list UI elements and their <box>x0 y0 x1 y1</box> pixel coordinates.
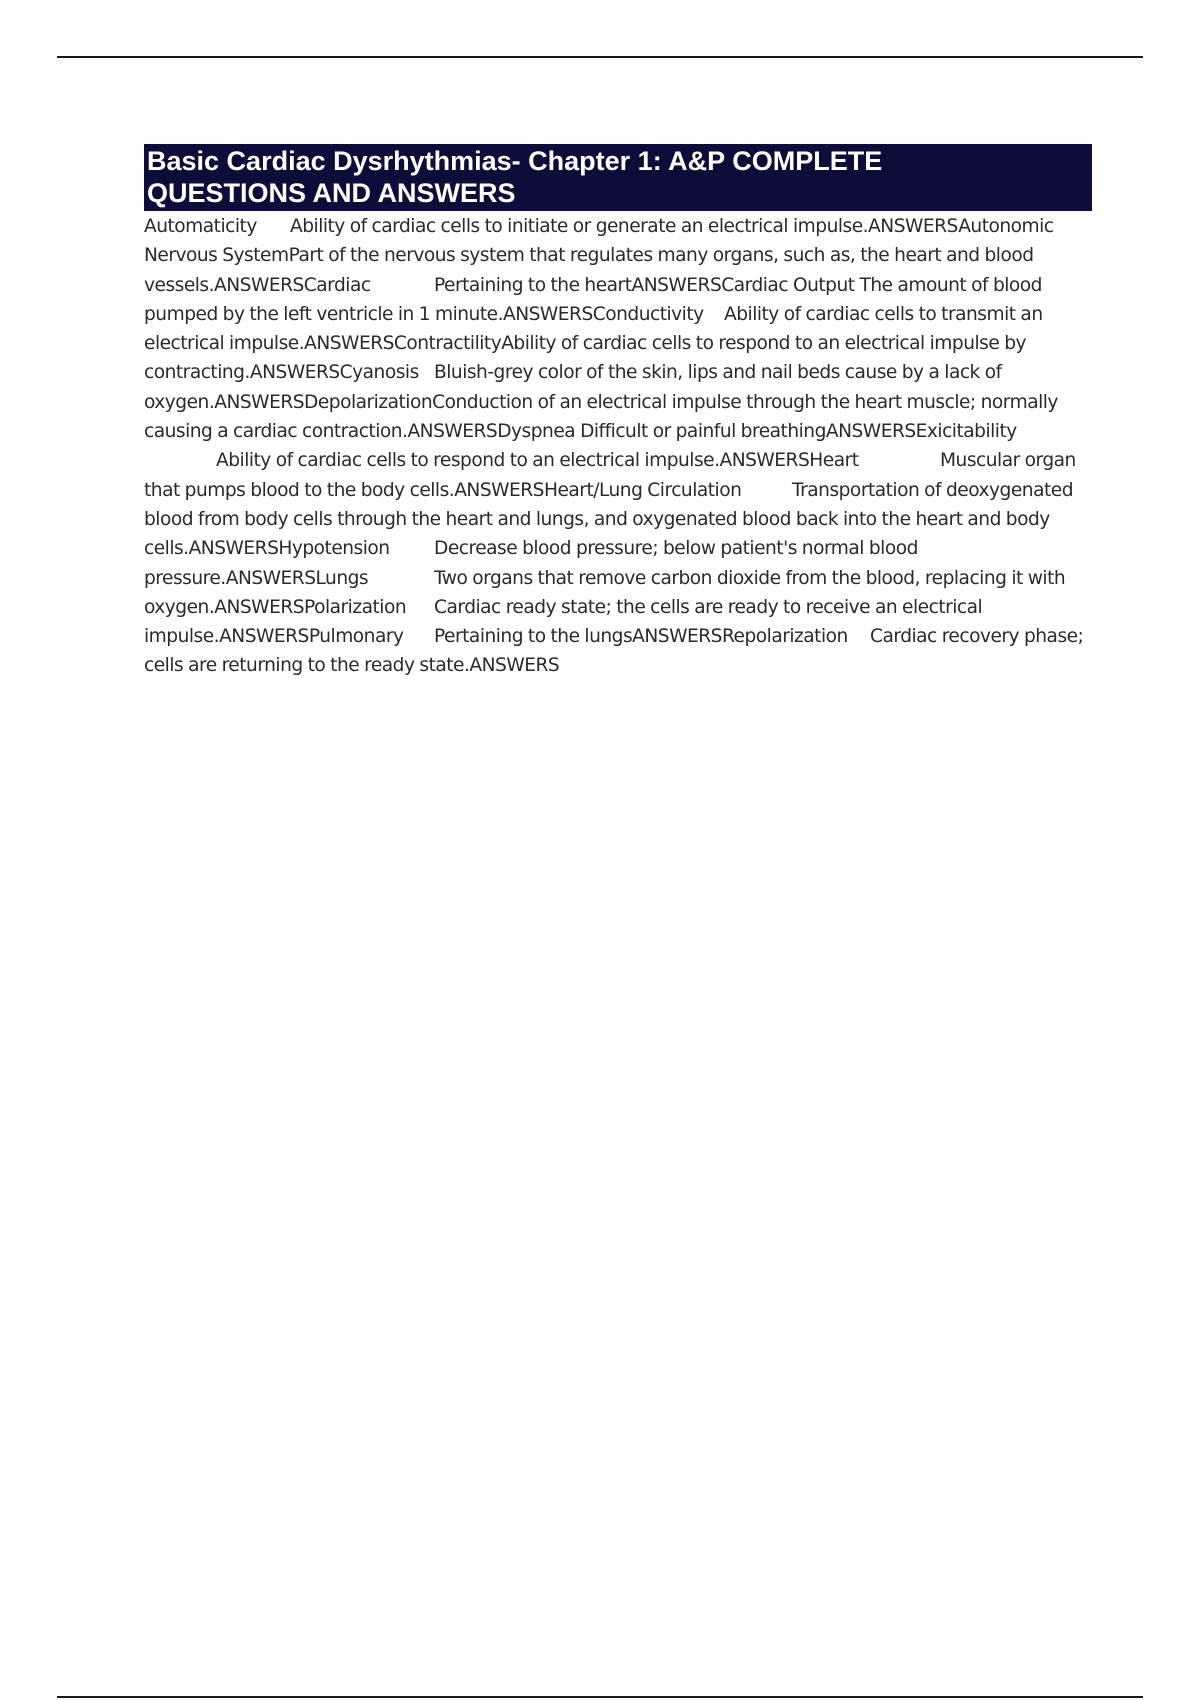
document-title <box>144 144 1092 211</box>
glossary-text: Ability of cardiac cells to initiate or generate an electrical impulse.ANSWERSAutonomic <box>290 216 1054 237</box>
text-line <box>144 622 1092 651</box>
text-line <box>144 476 1092 505</box>
glossary-term: that pumps blood to the body cells.ANSWERSHeart/Lung Circulation <box>144 479 742 501</box>
glossary-term: Automaticity <box>144 216 257 237</box>
glossary-text: cells are returning to the ready state.ANSWERS <box>144 655 560 677</box>
glossary-term: oxygen.ANSWERSDepolarization <box>144 391 433 413</box>
document-content <box>144 144 1092 681</box>
title-line-1: Basic Cardiac Dysrhythmias- Chapter 1: A&P COMPLETE <box>147 146 883 176</box>
glossary-body <box>144 212 1092 681</box>
text-line <box>144 446 1092 475</box>
glossary-term: pumped by the left ventricle in 1 minute.ANSWERSConductivity <box>144 303 704 325</box>
glossary-term: pressure.ANSWERSLungs <box>144 567 369 589</box>
glossary-term: contracting.ANSWERSCyanosis <box>144 362 419 384</box>
text-line <box>144 564 1092 593</box>
text-line <box>144 651 1092 680</box>
glossary-text: causing a cardiac contraction.ANSWERSDyspnea Difficult or painful breathingANSWERSExicitability <box>144 421 1017 443</box>
glossary-text: Transportation of deoxygenated <box>792 479 1074 501</box>
indent <box>144 446 216 475</box>
text-line <box>144 241 1092 270</box>
glossary-text: Cardiac recovery phase; <box>870 626 1084 648</box>
text-line <box>144 593 1092 622</box>
glossary-text: Pertaining to the lungsANSWERSRepolarization <box>434 626 848 648</box>
text-line <box>144 388 1092 417</box>
text-line <box>144 300 1092 329</box>
footer-rule <box>57 1696 1143 1698</box>
glossary-term: oxygen.ANSWERSPolarization <box>144 596 407 618</box>
glossary-term: vessels.ANSWERSCardiac <box>144 274 371 296</box>
header-rule <box>57 56 1143 58</box>
title-line-2: QUESTIONS AND ANSWERS <box>147 178 516 208</box>
glossary-term: impulse.ANSWERSPulmonary <box>144 626 404 648</box>
text-line <box>144 358 1092 387</box>
glossary-term: Nervous System <box>144 245 289 267</box>
glossary-term: cells.ANSWERSHypotension <box>144 538 390 560</box>
text-line <box>144 534 1092 563</box>
glossary-text: Ability of cardiac cells to respond to an electrical impulse by <box>501 333 1027 355</box>
glossary-text: Part of the nervous system that regulates many organs, such as, the heart and blood <box>288 245 1034 267</box>
glossary-text: Cardiac ready state; the cells are ready to receive an electrical <box>434 596 983 618</box>
glossary-text: Ability of cardiac cells to respond to an electrical impulse.ANSWERSHeart <box>216 450 859 472</box>
text-line <box>144 417 1092 446</box>
glossary-text: Muscular organ <box>940 450 1076 472</box>
glossary-text: Two organs that remove carbon dioxide from the blood, replacing it with <box>434 567 1066 589</box>
glossary-text: blood from body cells through the heart and lungs, and oxygenated blood back into the heart and body <box>144 508 1050 530</box>
glossary-text: Bluish-grey color of the skin, lips and nail beds cause by a lack of <box>434 362 1002 384</box>
glossary-text: Pertaining to the heartANSWERSCardiac Output The amount of blood <box>434 274 1042 296</box>
glossary-text: Conduction of an electrical impulse through the heart muscle; normally <box>432 391 1058 413</box>
glossary-text: Ability of cardiac cells to transmit an <box>724 303 1043 325</box>
text-line <box>144 505 1092 534</box>
glossary-text: Decrease blood pressure; below patient's normal blood <box>434 538 918 560</box>
text-line <box>144 329 1092 358</box>
text-line <box>144 212 1092 241</box>
glossary-term: electrical impulse.ANSWERSContractility <box>144 333 502 355</box>
text-line <box>144 271 1092 300</box>
